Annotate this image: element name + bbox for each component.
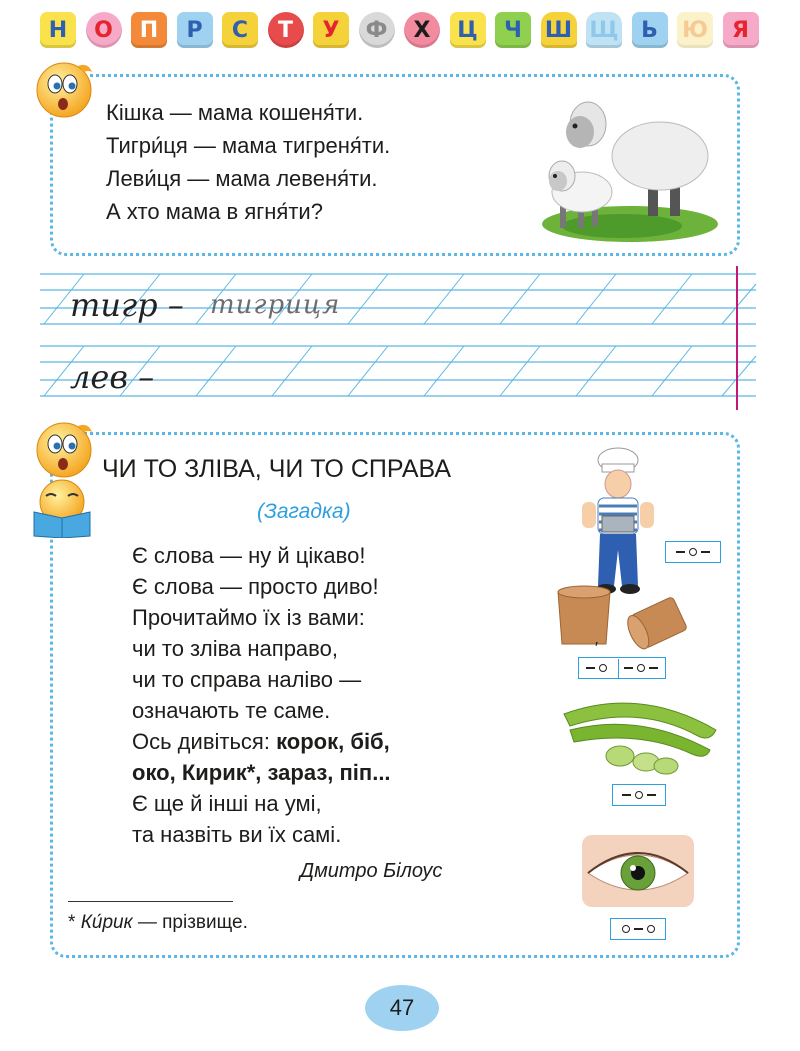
alphabet-letter-tile: Щ <box>586 12 622 48</box>
syllable-scheme-bib <box>612 784 666 806</box>
footnote-divider <box>68 901 233 902</box>
poem-line: Прочитаймо їх із вами: <box>132 605 365 630</box>
alphabet-strip <box>40 12 780 56</box>
poem-top <box>106 96 390 228</box>
footnote: * Ки́рик — прізвище. <box>68 912 248 933</box>
poem-line-examples <box>132 726 391 757</box>
cook-illustration <box>572 446 664 596</box>
alphabet-letter-tile: Т <box>268 12 304 48</box>
poem-riddle <box>132 540 391 850</box>
beans-illustration <box>560 690 720 776</box>
page-number: 47 <box>365 985 439 1031</box>
alphabet-letter-tile: Ф <box>359 12 395 48</box>
alphabet-letter-tile: Р <box>177 12 213 48</box>
palindrome-words: корок, біб, <box>276 729 390 754</box>
footnote-definition: — прізвище. <box>132 912 248 933</box>
poem-line: означають те саме. <box>132 698 331 723</box>
handwriting-word-lion: лев – <box>70 358 155 396</box>
poem-author: Дмитро Білоус <box>300 860 443 882</box>
poem-line: Тигри́ця — мама тигреня́ти. <box>106 133 391 158</box>
poem-line: Є слова — просто диво! <box>132 574 379 599</box>
alphabet-letter-tile: О <box>86 12 122 48</box>
syllable-scheme-korok <box>578 657 666 679</box>
poem-line: Леви́ця — мама левеня́ти. <box>106 166 378 191</box>
handwriting-word-tiger: тигр – <box>70 286 184 324</box>
poem-subtitle: (Загадка) <box>257 500 351 523</box>
reading-smiley-icon <box>30 478 94 538</box>
alphabet-letter-tile: П <box>131 12 167 48</box>
palindrome-words: око, Кирик*, зараз, піп... <box>132 760 391 785</box>
poem-line: чи то зліва направо, <box>132 636 338 661</box>
poem-line: та назвіть ви їх самі. <box>132 822 342 847</box>
poem-title: ЧИ ТО ЗЛІВА, ЧИ ТО СПРАВА <box>102 455 452 483</box>
alphabet-letter-tile: Х <box>404 12 440 48</box>
handwriting-trace-tigress: тигриця <box>210 290 341 320</box>
poem-line: А хто мама в ягня́ти? <box>106 199 323 224</box>
alphabet-letter-tile: Ш <box>541 12 577 48</box>
poem-line: Є слова — ну й цікаво! <box>132 543 366 568</box>
surprised-smiley-icon <box>34 58 98 120</box>
alphabet-letter-tile: У <box>313 12 349 48</box>
poem-line: Кішка — мама кошеня́ти. <box>106 100 364 125</box>
poem-line: Є ще й інші на умі, <box>132 791 322 816</box>
alphabet-letter-tile: Ц <box>450 12 486 48</box>
alphabet-letter-tile: Я <box>723 12 759 48</box>
footnote-term: Ки́рик <box>80 912 133 933</box>
alphabet-letter-tile: Ь <box>632 12 668 48</box>
stress-mark-icon: ′ <box>595 640 598 657</box>
sheep-illustration <box>530 86 720 246</box>
surprised-smiley-icon <box>34 418 98 480</box>
poem-line-prefix: Ось дивіться: <box>132 729 277 754</box>
alphabet-letter-tile: Ю <box>677 12 713 48</box>
eye-illustration <box>582 835 694 907</box>
alphabet-letter-tile: Н <box>40 12 76 48</box>
syllable-scheme-pip <box>665 541 721 563</box>
poem-line-examples <box>132 757 391 788</box>
alphabet-letter-tile: С <box>222 12 258 48</box>
alphabet-letter-tile: Ч <box>495 12 531 48</box>
poem-line: чи то справа наліво — <box>132 667 362 692</box>
cork-illustration <box>550 582 700 652</box>
syllable-scheme-oko <box>610 918 666 940</box>
